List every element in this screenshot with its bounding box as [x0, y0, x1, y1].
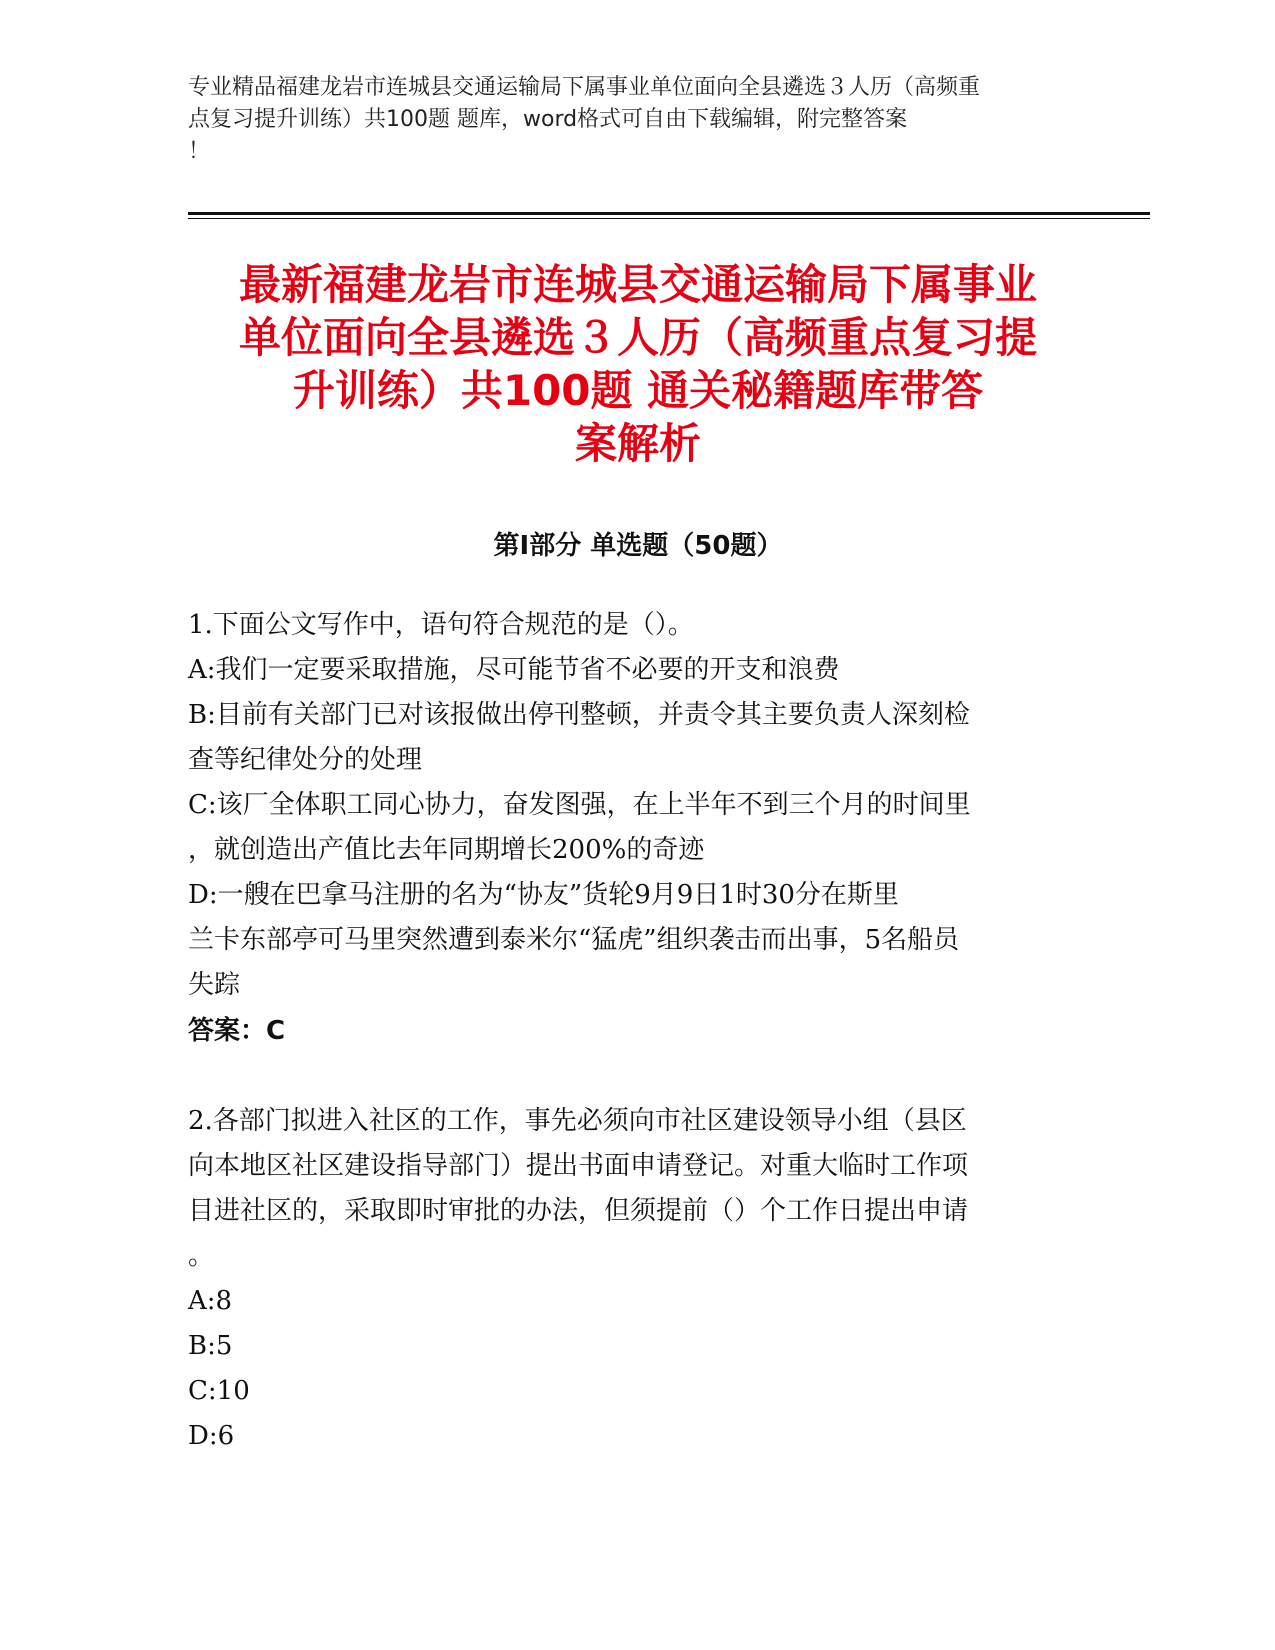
question-1-option-a: A:我们一定要采取措施，尽可能节省不必要的开支和浪费 — [188, 655, 840, 685]
section-heading: 第Ⅰ部分 单选题（50题） — [493, 531, 783, 561]
question-1-option-b: B:目前有关部门已对该报做出停刊整顿，并责令其主要负责人深刻检 — [188, 700, 970, 730]
question-1-option-d-cont: 兰卡东部亭可马里突然遭到泰米尔“猛虎”组织袭击而出事，5名船员 — [188, 925, 960, 955]
question-2-stem-cont-3: 。 — [188, 1241, 215, 1271]
question-2-option-a: A:8 — [188, 1286, 233, 1316]
title-line-1: 最新福建龙岩市连城县交通运输局下属事业 — [238, 260, 1037, 309]
title-line-3: 升训练）共100题 通关秘籍题库带答 — [292, 366, 984, 415]
header-line-1: 专业精品福建龙岩市连城县交通运输局下属事业单位面向全县遴选３人历（高频重 — [188, 75, 981, 100]
title-line-2: 单位面向全县遴选３人历（高频重点复习提 — [238, 313, 1037, 362]
question-1-option-c-cont: ，就创造出产值比去年同期增长200%的奇迹 — [188, 835, 705, 865]
header-line-3: ！ — [188, 139, 211, 164]
question-1-option-b-cont: 查等纪律处分的处理 — [188, 745, 423, 775]
question-1-stem: 1.下面公文写作中，语句符合规范的是（）。 — [188, 610, 694, 640]
question-2-option-d: D:6 — [188, 1421, 235, 1451]
question-1-option-d-cont-2: 失踪 — [188, 970, 241, 1000]
question-1-option-d: D:一艘在巴拿马注册的名为“协友”货轮9月9日1时30分在斯里 — [188, 880, 899, 910]
header-divider-thick — [188, 212, 1150, 215]
document-title — [188, 258, 1088, 470]
question-2-option-b: B:5 — [188, 1331, 233, 1361]
question-1-answer: 答案：C — [188, 1016, 286, 1046]
question-1-option-c: C:该厂全体职工同心协力，奋发图强，在上半年不到三个月的时间里 — [188, 790, 971, 820]
header-line-2: 点复习提升训练）共100题 题库，word格式可自由下载编辑，附完整答案 — [188, 107, 908, 132]
question-2-stem-cont-2: 目进社区的，采取即时审批的办法，但须提前（）个工作日提出申请 — [188, 1196, 969, 1226]
title-line-4: 案解析 — [574, 419, 701, 468]
question-2-stem-cont: 向本地区社区建设指导部门）提出书面申请登记。对重大临时工作项 — [188, 1151, 969, 1181]
header-divider-thin — [188, 218, 1150, 219]
question-2-stem: 2.各部门拟进入社区的工作，事先必须向市社区建设领导小组（县区 — [188, 1106, 967, 1136]
question-2-option-c: C:10 — [188, 1376, 250, 1406]
